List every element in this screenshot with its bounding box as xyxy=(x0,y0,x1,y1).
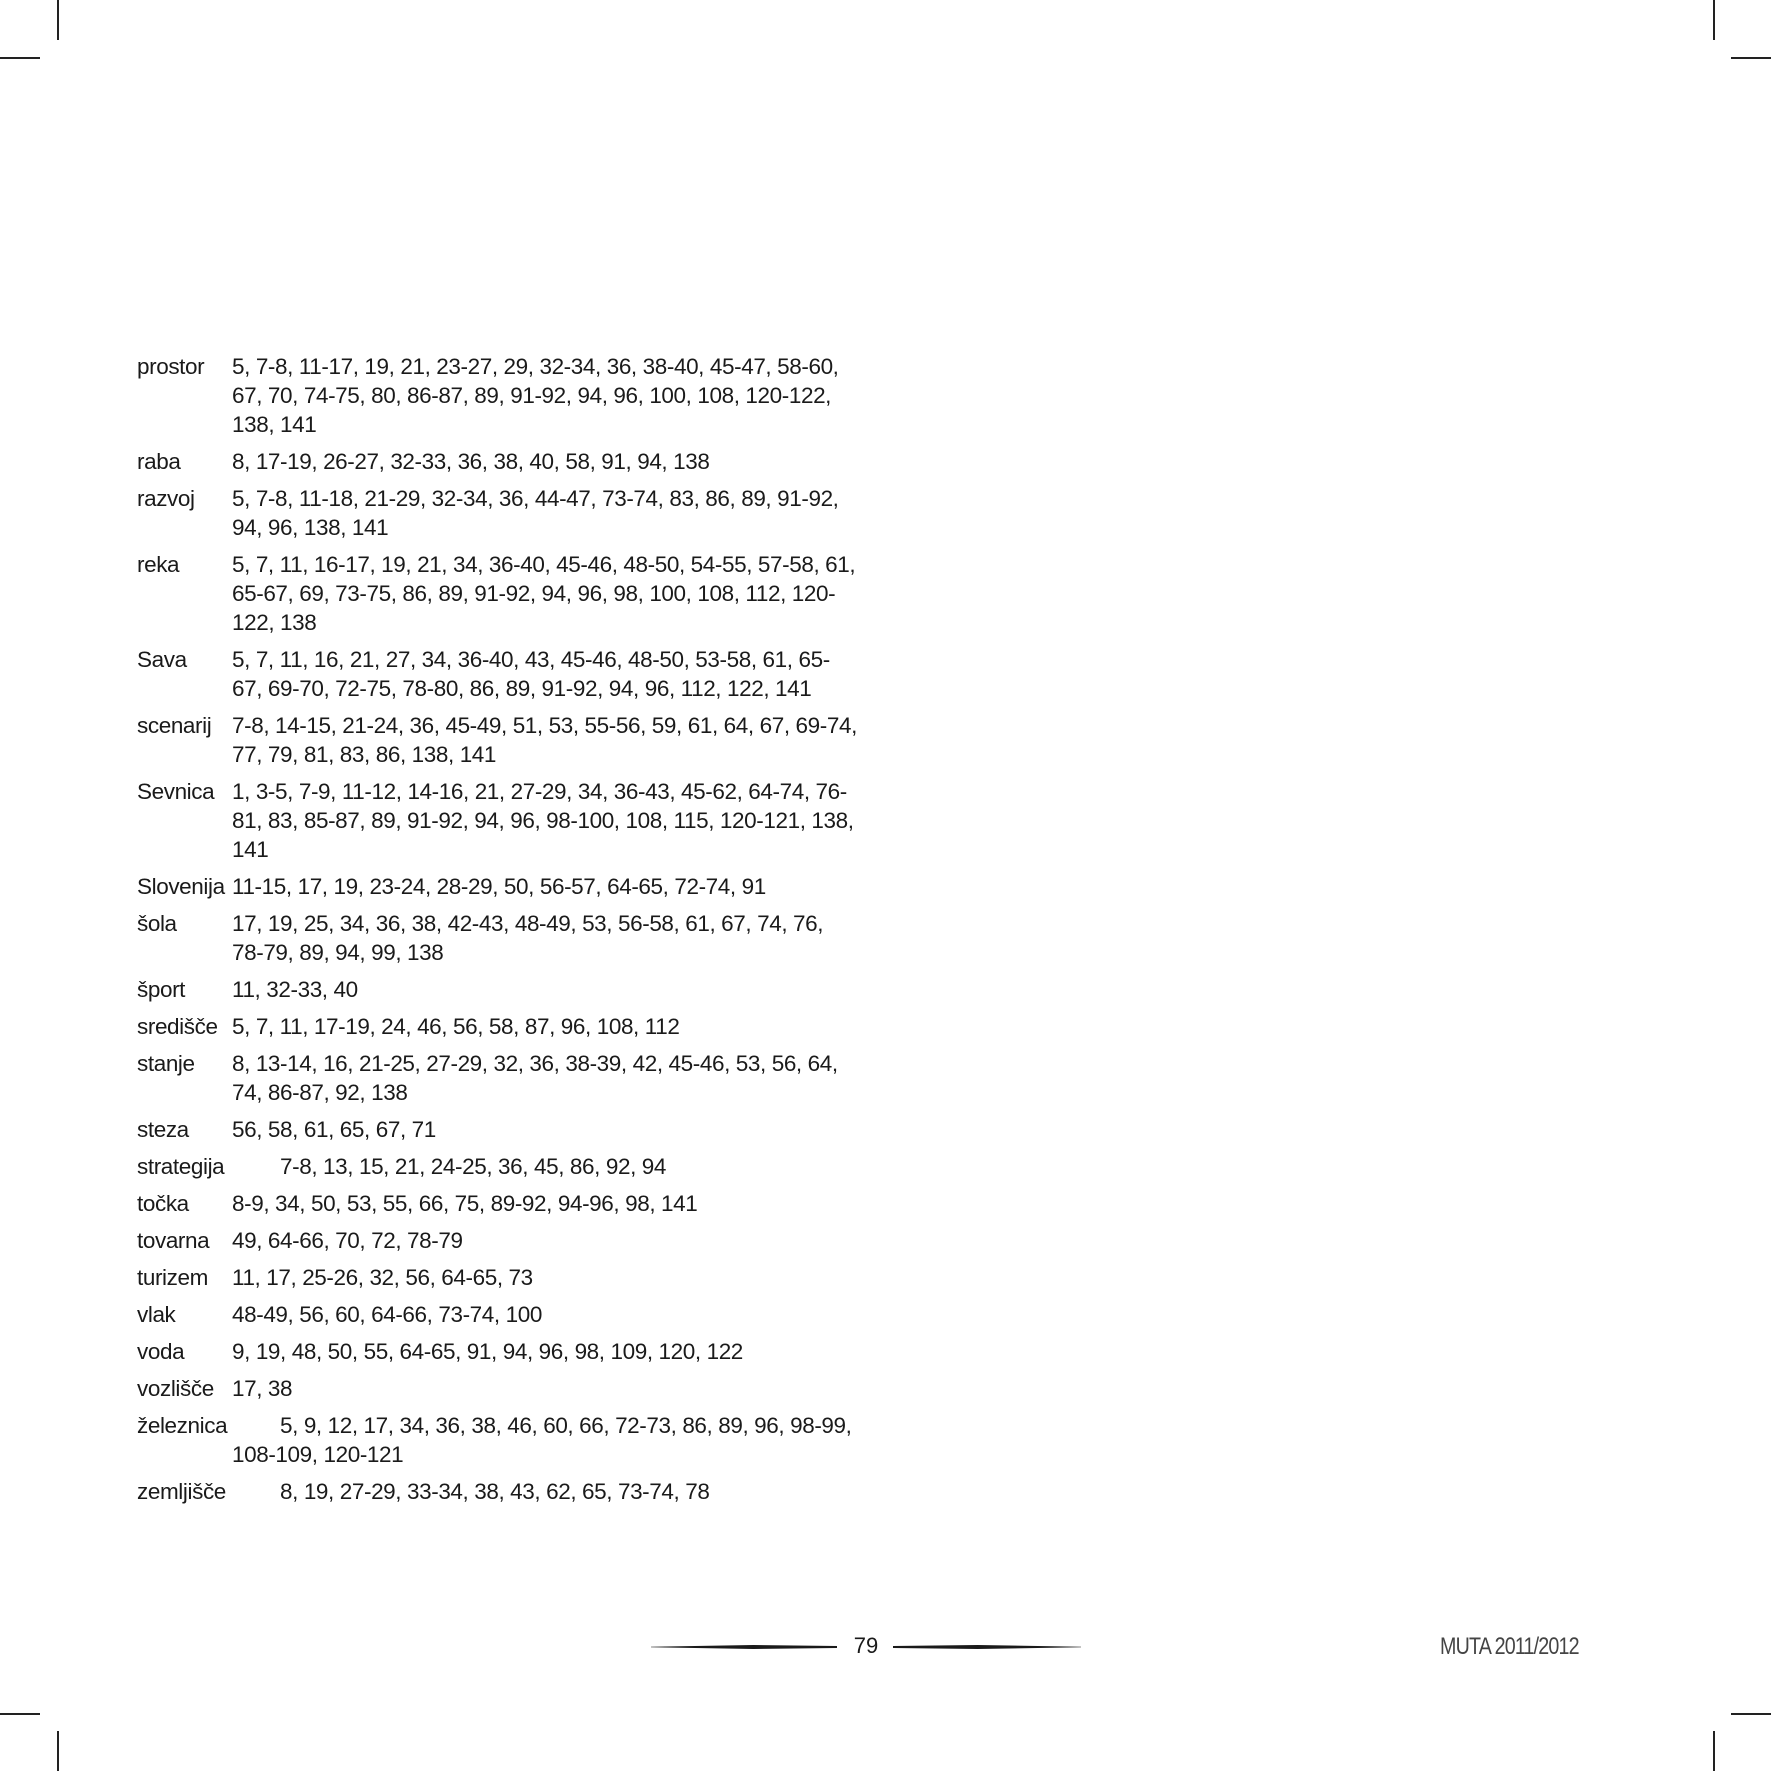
index-page-refs: 48-49, 56, 60, 64-66, 73-74, 100 xyxy=(232,1302,542,1327)
index-entry xyxy=(137,909,877,967)
index-term: zemljišče xyxy=(137,1479,226,1504)
index-entry xyxy=(137,1263,877,1292)
crop-mark xyxy=(0,57,40,59)
index-entry xyxy=(137,1152,877,1181)
index-term: središče xyxy=(137,1014,218,1039)
index-term: prostor xyxy=(137,354,205,379)
page-number: 79 xyxy=(853,1633,879,1658)
index-page-refs: 11, 17, 25-26, 32, 56, 64-65, 73 xyxy=(232,1265,533,1290)
index-term: raba xyxy=(137,449,181,474)
index-term: tovarna xyxy=(137,1228,210,1253)
index-term: Sava xyxy=(137,647,187,672)
index-term: železnica xyxy=(137,1413,228,1438)
footer-rule-right xyxy=(893,1645,1081,1649)
running-footer-title: MUTA 2011/2012 xyxy=(1440,1633,1579,1660)
index-page-refs: 17, 19, 25, 34, 36, 38, 42-43, 48-49, 53, 56-58, 61, 67, 74, 76, 78-79, 89, 94, 99, 138 xyxy=(232,911,824,965)
index-term: vozlišče xyxy=(137,1376,214,1401)
index-page-refs: 5, 7-8, 11-18, 21-29, 32-34, 36, 44-47, 73-74, 83, 86, 89, 91-92, 94, 96, 138, 141 xyxy=(232,486,839,540)
index-entry xyxy=(137,1337,877,1366)
index-term: šola xyxy=(137,911,177,936)
index-page-refs: 11-15, 17, 19, 23-24, 28-29, 50, 56-57, 64-65, 72-74, 91 xyxy=(232,874,766,899)
index-entry xyxy=(137,645,877,703)
index-term: točka xyxy=(137,1191,189,1216)
index-term: strategija xyxy=(137,1154,225,1179)
index-page-refs: 8, 17-19, 26-27, 32-33, 36, 38, 40, 58, 91, 94, 138 xyxy=(232,449,710,474)
index-page-refs: 8-9, 34, 50, 53, 55, 66, 75, 89-92, 94-96, 98, 141 xyxy=(232,1191,698,1216)
index-page-refs: 9, 19, 48, 50, 55, 64-65, 91, 94, 96, 98, 109, 120, 122 xyxy=(232,1339,743,1364)
index-term: vlak xyxy=(137,1302,176,1327)
index-page-refs: 5, 7, 11, 16, 21, 27, 34, 36-40, 43, 45-46, 48-50, 53-58, 61, 65-67, 69-70, 72-75, 78-80, 86, 89, 91-92, 94, 96, 112, 122, 141 xyxy=(232,647,830,701)
index-page-refs: 17, 38 xyxy=(232,1376,293,1401)
index-page-refs: 5, 7-8, 11-17, 19, 21, 23-27, 29, 32-34, 36, 38-40, 45-47, 58-60, 67, 70, 74-75, 80, 86-87, 89, 91-92, 94, 96, 100, 108, 120-122, 138, 141 xyxy=(232,354,839,437)
index-entry xyxy=(137,1374,877,1403)
index-entry xyxy=(137,1012,877,1041)
subject-index xyxy=(137,352,877,1514)
crop-mark xyxy=(1731,57,1771,59)
index-page-refs: 11, 32-33, 40 xyxy=(232,977,358,1002)
crop-mark xyxy=(57,1731,59,1771)
index-page-refs: 8, 19, 27-29, 33-34, 38, 43, 62, 65, 73-74, 78 xyxy=(280,1479,710,1504)
crop-mark xyxy=(1713,0,1715,40)
index-page-refs: 5, 9, 12, 17, 34, 36, 38, 46, 60, 66, 72-73, 86, 89, 96, 98-99, 108-109, 120-121 xyxy=(232,1413,852,1467)
index-page-refs: 5, 7, 11, 16-17, 19, 21, 34, 36-40, 45-46, 48-50, 54-55, 57-58, 61, 65-67, 69, 73-75, 86, 89, 91-92, 94, 96, 98, 100, 108, 112, 120-122, 138 xyxy=(232,552,856,635)
index-term: reka xyxy=(137,552,180,577)
index-entry xyxy=(137,1226,877,1255)
index-entry xyxy=(137,872,877,901)
index-term: šport xyxy=(137,977,186,1002)
index-entry xyxy=(137,1411,877,1469)
index-page-refs: 56, 58, 61, 65, 67, 71 xyxy=(232,1117,436,1142)
index-page-refs: 1, 3-5, 7-9, 11-12, 14-16, 21, 27-29, 34, 36-43, 45-62, 64-74, 76-81, 83, 85-87, 89, 91-92, 94, 96, 98-100, 108, 115, 120-121, 138, 141 xyxy=(232,779,854,862)
crop-mark xyxy=(1713,1731,1715,1771)
index-term: turizem xyxy=(137,1265,208,1290)
index-term: scenarij xyxy=(137,713,212,738)
index-term: Sevnica xyxy=(137,779,215,804)
index-term: steza xyxy=(137,1117,189,1142)
index-page-refs: 49, 64-66, 70, 72, 78-79 xyxy=(232,1228,463,1253)
crop-mark xyxy=(57,0,59,40)
index-entry xyxy=(137,550,877,637)
crop-mark xyxy=(1731,1713,1771,1715)
index-term: Slovenija xyxy=(137,874,225,899)
index-page-refs: 5, 7, 11, 17-19, 24, 46, 56, 58, 87, 96, 108, 112 xyxy=(232,1014,680,1039)
index-entry xyxy=(137,1115,877,1144)
index-entry xyxy=(137,1049,877,1107)
index-term: razvoj xyxy=(137,486,195,511)
index-entry xyxy=(137,1477,877,1506)
crop-mark xyxy=(0,1713,40,1715)
index-entry xyxy=(137,1189,877,1218)
index-entry xyxy=(137,352,877,439)
index-entry xyxy=(137,777,877,864)
footer-rule-left xyxy=(651,1645,837,1649)
index-page-refs: 7-8, 14-15, 21-24, 36, 45-49, 51, 53, 55-56, 59, 61, 64, 67, 69-74, 77, 79, 81, 83, 86, 138, 141 xyxy=(232,713,857,767)
index-page-refs: 7-8, 13, 15, 21, 24-25, 36, 45, 86, 92, 94 xyxy=(280,1154,667,1179)
index-term: voda xyxy=(137,1339,185,1364)
index-term: stanje xyxy=(137,1051,195,1076)
index-page-refs: 8, 13-14, 16, 21-25, 27-29, 32, 36, 38-39, 42, 45-46, 53, 56, 64, 74, 86-87, 92, 138 xyxy=(232,1051,838,1105)
index-entry xyxy=(137,484,877,542)
index-entry xyxy=(137,711,877,769)
index-entry xyxy=(137,1300,877,1329)
index-entry xyxy=(137,975,877,1004)
index-entry xyxy=(137,447,877,476)
